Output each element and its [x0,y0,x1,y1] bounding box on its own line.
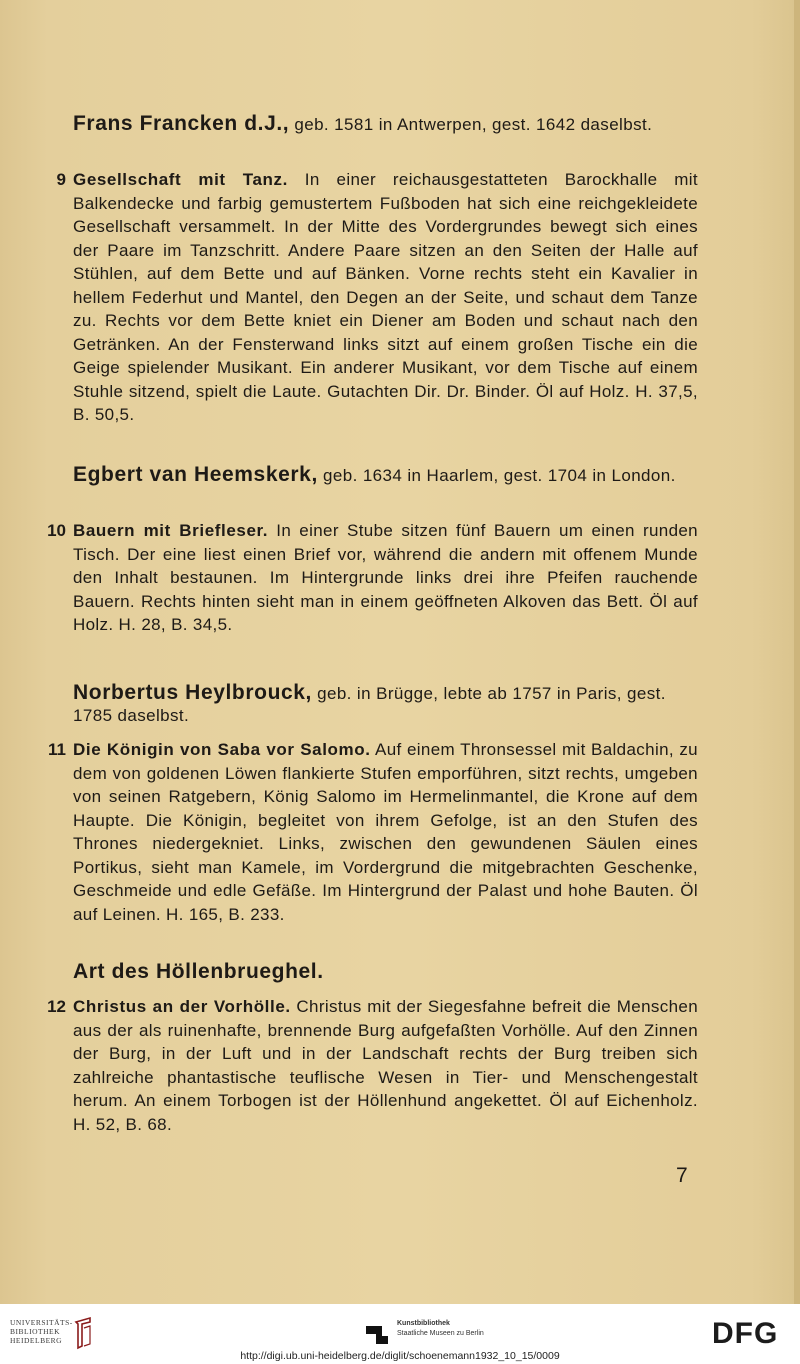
artist-info: geb. 1634 in Haarlem, gest. 1704 in London. [317,466,676,485]
item-number: 9 [56,170,66,189]
item-description [73,519,698,637]
page-number: 7 [676,1164,688,1187]
item-body: Auf einem Thronsessel mit Baldachin, zu dem von goldenen Löwen flankierte Stufen emporführen, sitzt rechts, umgeben von seinen Ratgebern, König Salomo im Hermelinmantel, die Krone auf dem Haupte. Die Königin, begleitet von ihrem Gefolge, ist an den Stufen des Thrones niedergekniet. Links, zwischen den gewundenen Säulen eines Portikus, sieht man Kamele, im Vordergrund die mitgebrachten Geschenke, Geschmeide und edle Gefäße. Im Hintergrund der Palast und hohe Bauten. Öl auf Leinen. H. 165, B. 233. [73,740,698,924]
artist-heading-francken [73,113,698,136]
dfg-logo[interactable]: DFG [712,1317,779,1350]
section-heading: Art des Höllenbrueghel. [73,960,324,983]
item-title: Gesellschaft mit Tanz. [73,170,288,189]
university-library-logo[interactable] [10,1318,73,1345]
artist-heading-heylbrouck [73,682,698,727]
item-number: 11 [48,740,66,759]
item-title: Die Königin von Saba vor Salomo. [73,740,371,759]
artist-name: Frans Francken d.J., [73,112,290,135]
digitization-footer [0,1304,800,1364]
artist-name: Egbert van Heemskerk, [73,463,318,486]
artist-heading-heemskerk [73,464,698,487]
kb-subtitle: Staatliche Museen zu Berlin [397,1330,484,1337]
uni-line: BIBLIOTHEK [10,1327,60,1336]
kunstbibliothek-mark-icon [365,1322,389,1346]
heidelberg-seal-icon [72,1316,94,1350]
kb-title: Kunstbibliothek [397,1320,450,1327]
item-body: In einer reichausgestatteten Barockhalle mit Balkendecke und farbig gemustertem Fußboden hat sich eine reichgekleidete Gesellschaft versammelt. In der Mitte des Vordergrundes bewegt sich eines der Paare im Tanzschritt. Andere Paare sitzen an den Seiten der Halle auf Stühlen, auf dem Bette und auf Bänken. Vorne rechts steht ein Kavalier in hellem Federhut und Mantel, den Degen an der Seite, und schaut dem Tanze zu. Rechts vor dem Bette kniet ein Diener am Boden und schaut nach den Getränken. An der Fensterwand links sitzt auf einem großen Tische ein die Geige spielender Musikant. Ein anderer Musikant, vor dem Tische auf einem Stuhle sitzend, spielt die Laute. Gutachten Dir. Dr. Binder. Öl auf Holz. H. 37,5, B. 50,5. [73,170,698,424]
item-description [73,168,698,427]
item-number: 12 [47,997,66,1016]
source-url-link[interactable]: http://digi.ub.uni-heidelberg.de/diglit/schoenemann1932_10_15/0009 [240,1350,560,1362]
item-body: In einer Stube sitzen fünf Bauern um einen runden Tisch. Der eine liest einen Brief vor, während die andern mit offenem Munde den Inhalt bestaunen. Im Hintergrunde links drei ihre Pfeifen rauchende Bauern. Rechts hinten sieht man in einem geöffneten Alkoven das Bett. Öl auf Holz. H. 28, B. 34,5. [73,521,698,634]
uni-line: HEIDELBERG [10,1336,63,1345]
item-title: Bauern mit Briefleser. [73,521,269,540]
item-number: 10 [47,521,66,540]
item-body: Christus mit der Siegesfahne befreit die Menschen aus der als ruinenhafte, brennende Burg aufgefaßten Vorhölle. Auf den Zinnen der Burg, in der Luft und in der Landschaft rechts der Burg treiben sich zahlreiche phantastische teuflische Wesen in Tier- und Menschengestalt herum. An einem Torbogen ist der Höllenhund angekettet. Öl auf Eichenholz. H. 52, B. 68. [73,997,699,1134]
uni-line: UNIVERSITÄTS- [10,1318,73,1327]
item-description [73,995,698,1136]
artist-name: Norbertus Heylbrouck, [73,681,312,704]
artist-info: geb. 1581 in Antwerpen, gest. 1642 daselbst. [289,115,653,134]
item-description [73,738,698,926]
artist-info: geb. in Brügge, lebte ab 1757 in Paris, gest. 1785 daselbst. [73,684,666,725]
item-title: Christus an der Vorhölle. [73,997,291,1016]
